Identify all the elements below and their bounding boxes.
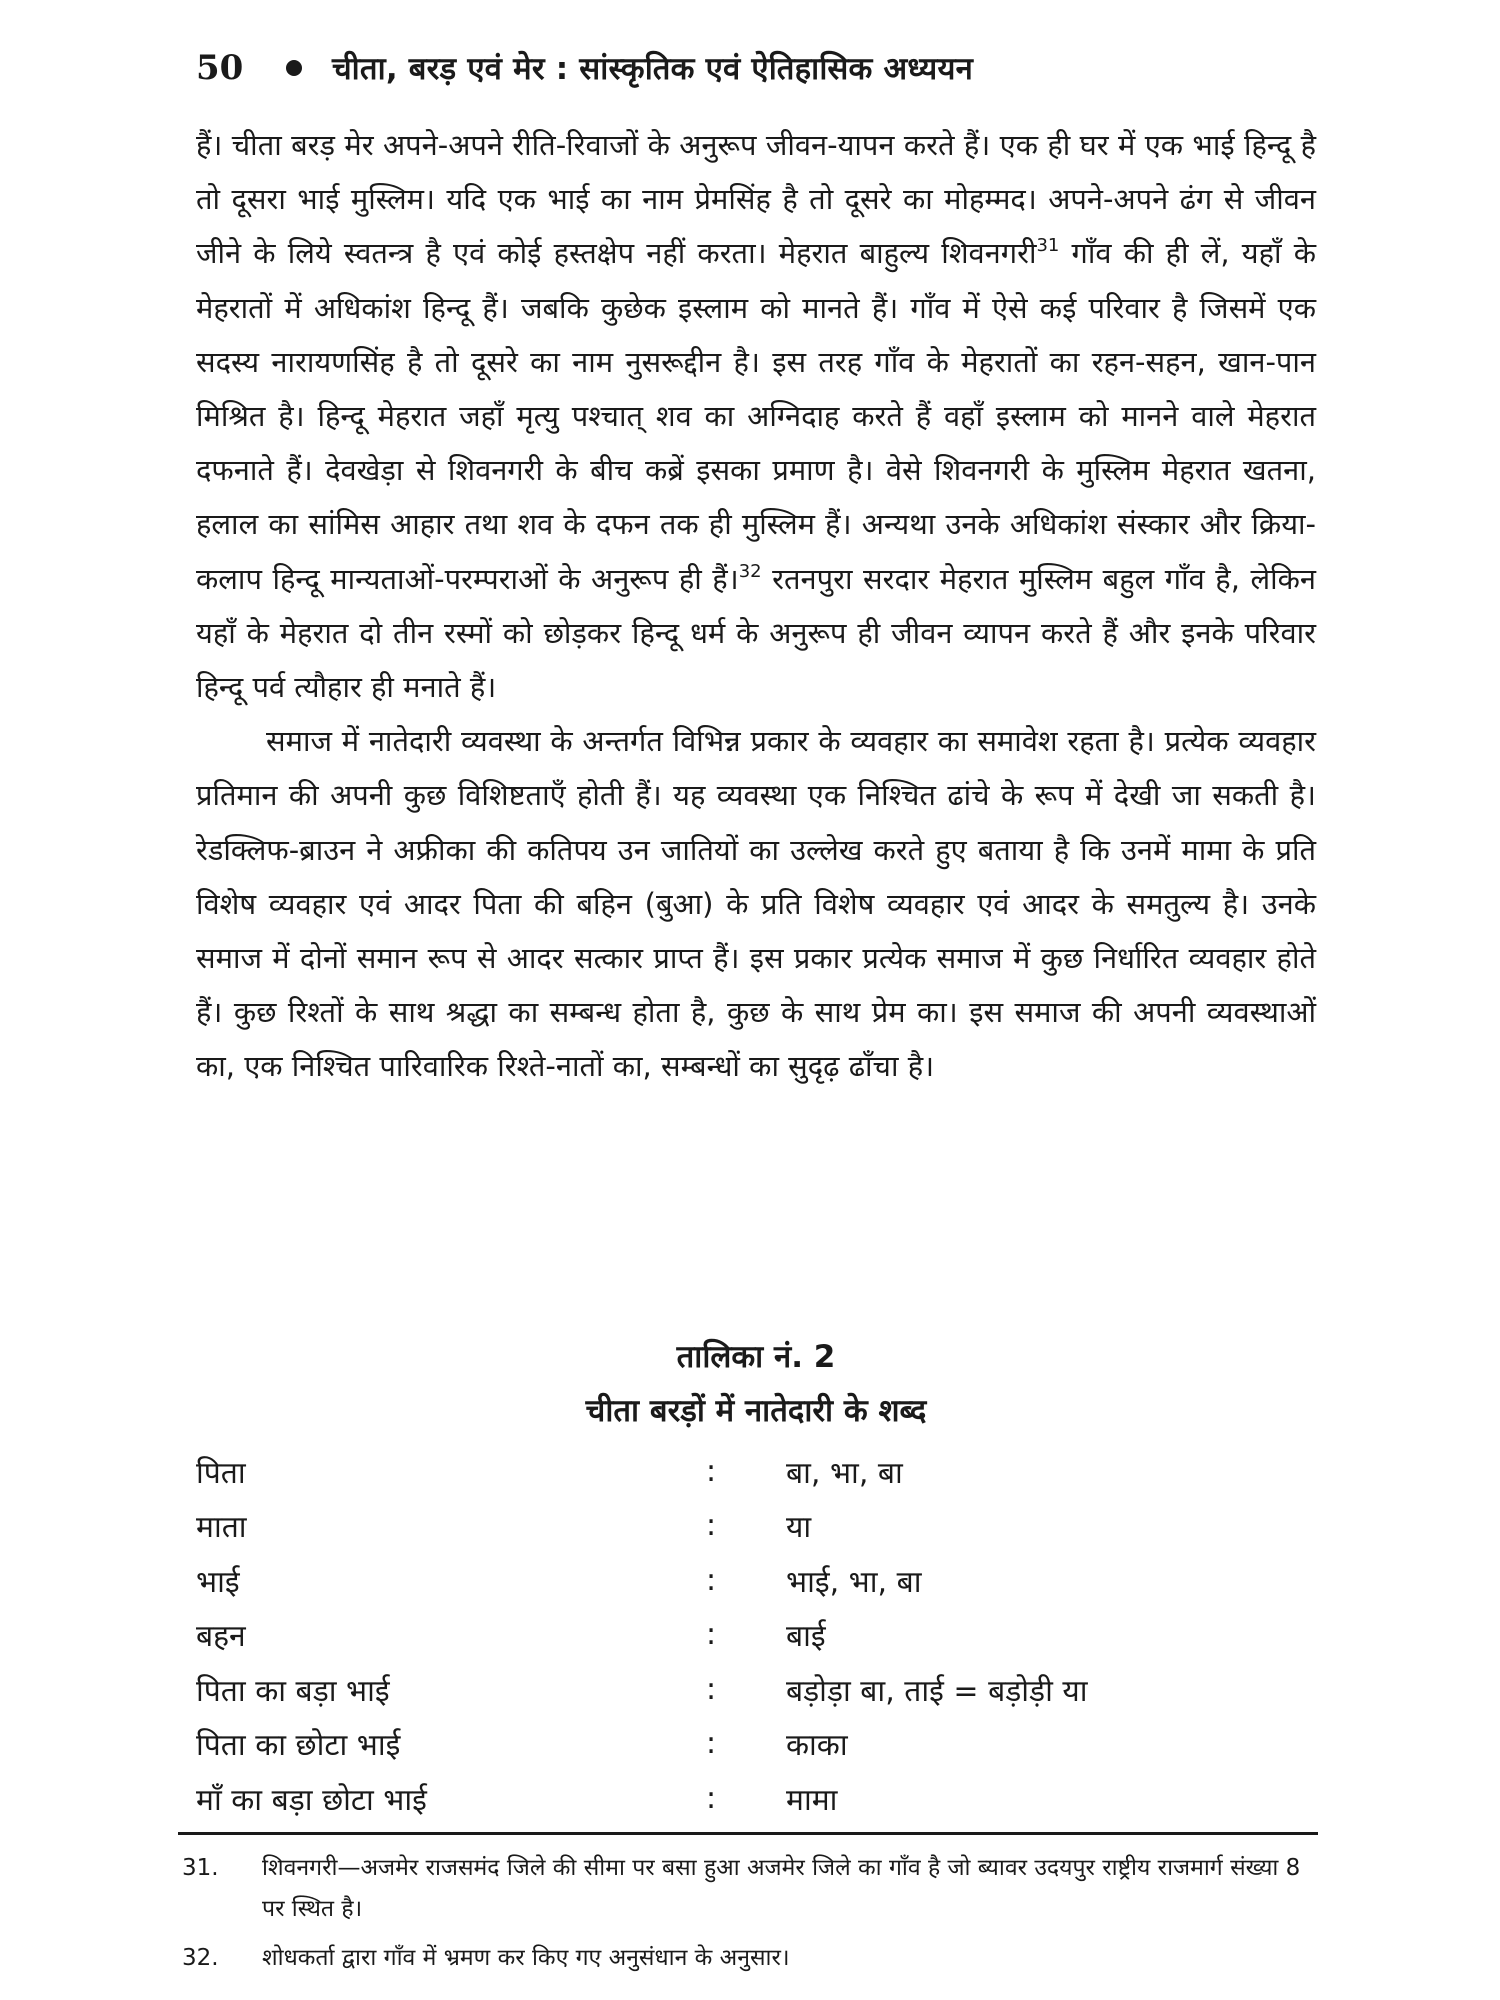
paragraph-1-part-a: हैं। चीता बरड़ मेर अपने-अपने रीति-रिवाजों के अनुरूप जीवन-यापन करते हैं। एक ही घर में एक भाई हिन्दू है तो दूसरा भाई मुस्लिम। यदि एक भाई का नाम प्रेमसिंह है तो दूसरे का मोहम्मद। अपने-अपने ढंग से जीवन जीने के लिये स्वतन्त्र है एवं कोई हस्तक्षेप नहीं करता। मेहरात बाहुल्य शिवनगरी: [196, 128, 1316, 271]
paragraph-1-part-b: गाँव की ही लें, यहाँ के मेहरातों में अधिकांश हिन्दू हैं। जबकि कुछेक इस्लाम को मानते हैं। गाँव में ऐसे कई परिवार है जिसमें एक सदस्य नारायणसिंह है तो दूसरे का नाम नुसरूद्दीन है। इस तरह गाँव के मेहरातों का रहन-सहन, खान-पान मिश्रित है। हिन्दू मेहरात जहाँ मृत्यु पश्चात् शव का अग्निदाह करते हैं वहाँ इस्लाम को मानने वाले मेहरात दफनाते हैं। देवखेड़ा से शिवनगरी के बीच कब्रें इसका प्रमाण है। वेसे शिवनगरी के मुस्लिम मेहरात खतना, हलाल का सांमिस आहार तथा शव के दफन तक ही मुस्लिम हैं। अन्यथा उनके अधिकांश संस्कार और क्रिया-कलाप हिन्दू मान्यताओं-परम्पराओं के अनुरूप ही हैं।: [196, 236, 1316, 596]
kin-value: काका: [786, 1728, 848, 1764]
footnote-divider: [178, 1832, 1318, 1835]
paragraph-1-part-c: रतनपुरा सरदार मेहरात मुस्लिम बहुल गाँव है, लेकिन यहाँ के मेहरात दो तीन रस्मों को छोड़कर हिन्दू धर्म के अनुरूप ही जीवन व्यापन करते हैं और इनके परिवार हिन्दू पर्व त्यौहार ही मनाते हैं।: [196, 561, 1316, 705]
separator: :: [705, 1726, 717, 1762]
footnote-text: शिवनगरी—अजमेर राजसमंद जिले की सीमा पर बसा हुआ अजमेर जिले का गाँव है जो ब्यावर उदयपुर राष्ट्रीय राजमार्ग संख्या 8 पर स्थित है।: [262, 1855, 1301, 1922]
footnote-31: [182, 1848, 1322, 1930]
separator: :: [705, 1453, 717, 1489]
table-row: [196, 1608, 1316, 1663]
paragraph-2: समाज में नातेदारी व्यवस्था के अन्तर्गत विभिन्न प्रकार के व्यवहार का समावेश रहता है। प्रत्येक व्यवहार प्रतिमान की अपनी कुछ विशिष्टताएँ होती हैं। यह व्यवस्था एक निश्चित ढांचे के रूप में देखी जा सकती है। रेडक्लिफ-ब्राउन ने अफ्रीका की कतिपय उन जातियों का उल्लेख करते हुए बताया है कि उनमें मामा के प्रति विशेष व्यवहार एवं आदर पिता की बहिन (बुआ) के प्रति विशेष व्यवहार एवं आदर के समतुल्य है। उनके समाज में दोनों समान रूप से आदर सत्कार प्राप्त हैं। इस प्रकार प्रत्येक समाज में कुछ निर्धारित व्यवहार होते हैं। कुछ रिश्तों के साथ श्रद्धा का सम्बन्ध होता है, कुछ के साथ प्रेम का। इस समाज की अपनी व्यवस्थाओं का, एक निश्चित पारिवारिक रिश्ते-नातों का, सम्बन्धों का सुदृढ़ ढाँचा है।: [196, 724, 1316, 1084]
kin-value: बाई: [786, 1619, 826, 1655]
table-row: [196, 1499, 1316, 1554]
kin-value: बा, भा, बा: [786, 1455, 903, 1491]
kin-value: मामा: [786, 1782, 838, 1818]
kin-term: माँ का बड़ा छोटा भाई: [196, 1782, 427, 1818]
kin-term: माता: [196, 1510, 247, 1546]
footnote-number: 32.: [182, 1945, 219, 1971]
footnote-text: शोधकर्ता द्वारा गाँव में भ्रमण कर किए गए अनुसंधान के अनुसार।: [262, 1945, 790, 1971]
kin-value: या: [786, 1510, 812, 1546]
kin-value: भाई, भा, बा: [786, 1564, 922, 1600]
footnote-number: 31.: [182, 1855, 219, 1881]
kinship-table: [196, 1444, 1316, 1826]
table-row: [196, 1553, 1316, 1608]
bullet-icon: [286, 60, 302, 76]
table-row: [196, 1717, 1316, 1772]
table-title: चीता बरड़ों में नातेदारी के शब्द: [585, 1393, 927, 1429]
table-row: [196, 1444, 1316, 1499]
separator: :: [705, 1508, 717, 1544]
kin-term: पिता का छोटा भाई: [196, 1728, 401, 1764]
running-header: [196, 38, 1316, 98]
page-number: 50: [196, 48, 244, 88]
kin-term: बहन: [196, 1619, 246, 1655]
footnote-32: [182, 1938, 1322, 1979]
paragraph-1: [196, 118, 1316, 714]
running-title: चीता, बरड़ एवं मेर : सांस्कृतिक एवं ऐतिहासिक अध्ययन: [332, 51, 974, 87]
separator: :: [705, 1617, 717, 1653]
table-row: [196, 1771, 1316, 1826]
body-text: [196, 118, 1316, 1094]
table-number: तालिका नं. 2: [676, 1339, 836, 1375]
kin-term: पिता: [196, 1455, 246, 1491]
separator: :: [705, 1671, 717, 1707]
separator: :: [705, 1562, 717, 1598]
kin-value: बड़ोड़ा बा, ताई = बड़ोड़ी या: [786, 1673, 1088, 1709]
kin-term: भाई: [196, 1564, 240, 1600]
separator: :: [705, 1780, 717, 1816]
footnote-ref-32: 32: [738, 560, 762, 582]
table-row: [196, 1662, 1316, 1717]
footnotes: [182, 1848, 1322, 1979]
kin-term: पिता का बड़ा भाई: [196, 1673, 390, 1709]
table-heading: [196, 1330, 1316, 1438]
footnote-ref-31: 31: [1036, 235, 1060, 257]
